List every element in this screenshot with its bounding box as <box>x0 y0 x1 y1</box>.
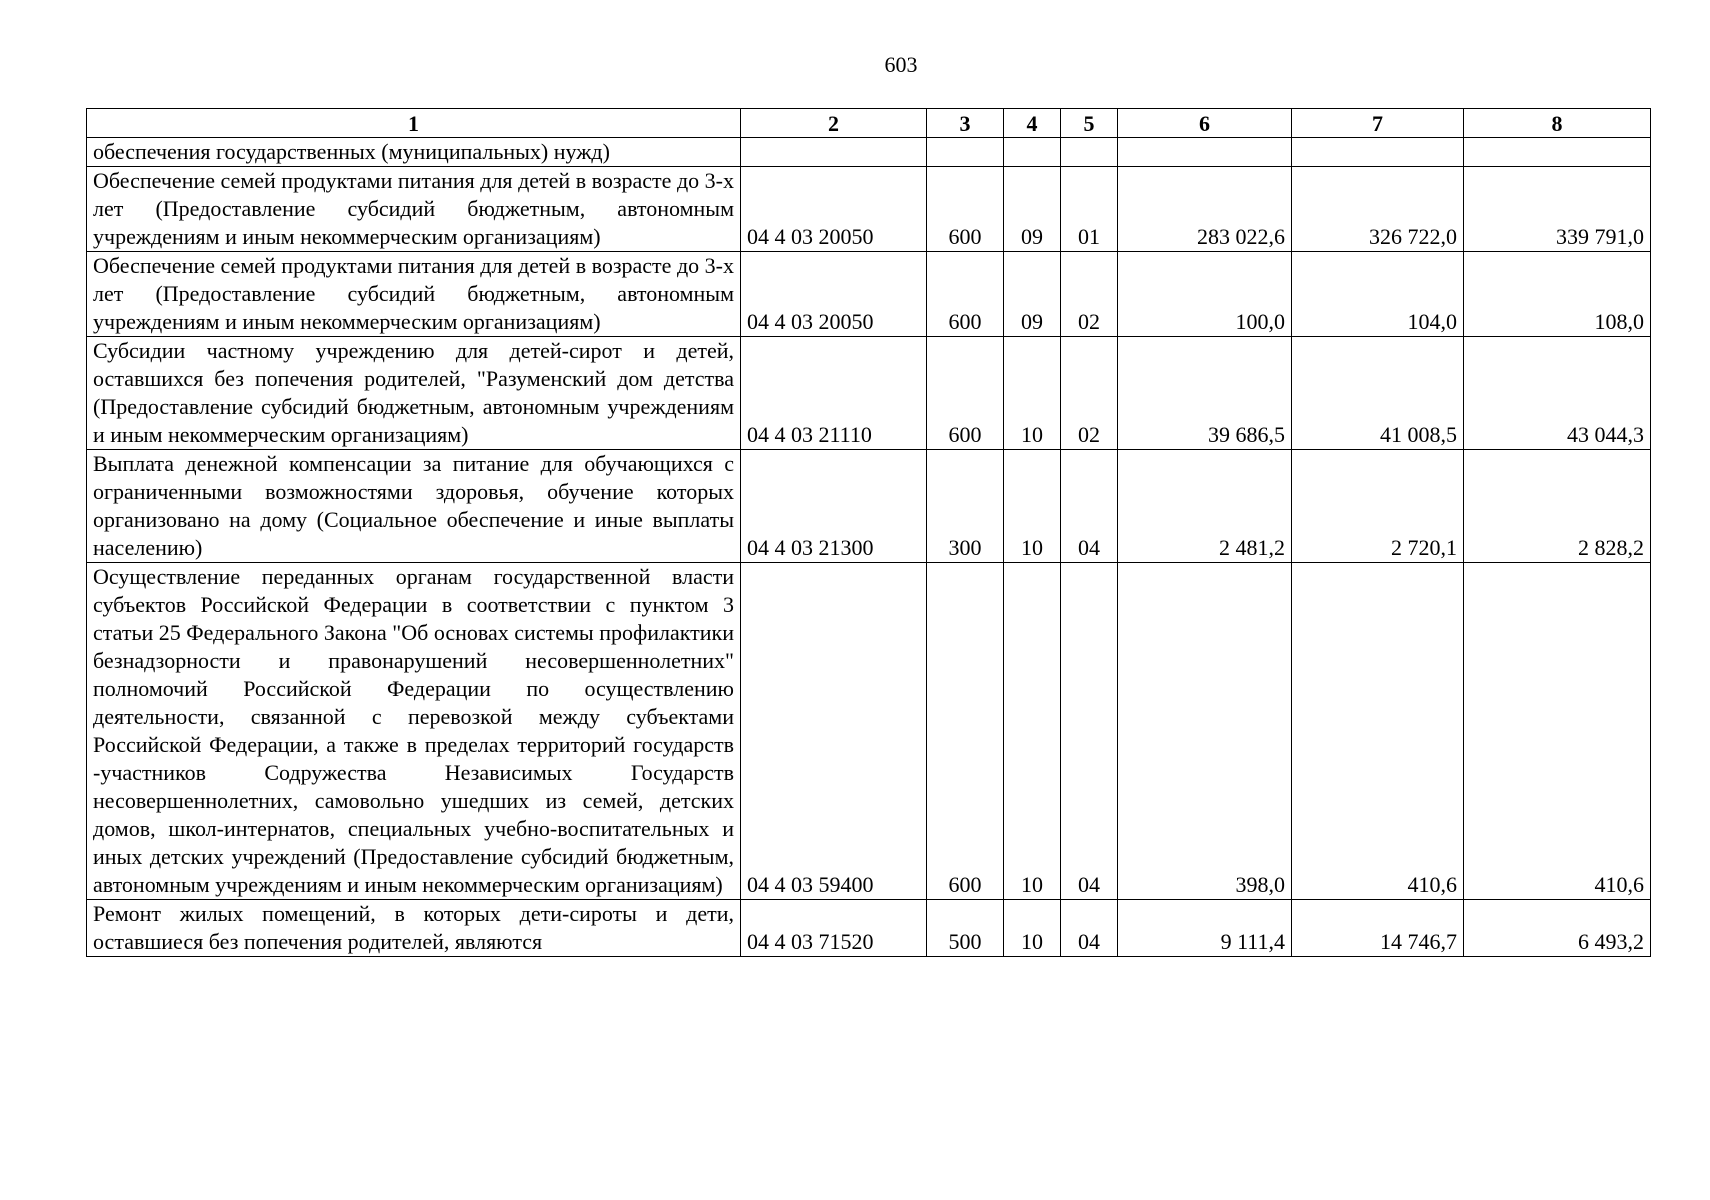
target-code: 04 4 03 20050 <box>741 252 927 337</box>
row-description: Обеспечение семей продуктами питания для детей в возрасте до 3-х лет (Предоставление субсидий бюджетным, автономным учреждениям и иным некоммерческим организациям) <box>87 167 741 252</box>
amount-col7: 410,6 <box>1292 563 1464 900</box>
target-code: 04 4 03 59400 <box>741 563 927 900</box>
subsection: 04 <box>1061 900 1118 957</box>
column-header: 7 <box>1292 109 1464 138</box>
expense-type: 600 <box>927 167 1004 252</box>
row-description: Ремонт жилых помещений, в которых дети-сироты и дети, оставшиеся без попечения родителей, являются <box>87 900 741 957</box>
table-row <box>87 900 1651 957</box>
column-header: 8 <box>1464 109 1651 138</box>
amount-col6: 9 111,4 <box>1118 900 1292 957</box>
expense-type: 500 <box>927 900 1004 957</box>
section: 09 <box>1004 167 1061 252</box>
page-number: 603 <box>884 52 918 77</box>
row-description: Осуществление переданных органам государственной власти субъектов Российской Федерации в соответствии с пунктом 3 статьи 25 Федерального Закона "Об основах системы профилактики безнадзорности и правонарушений несовершеннолетних" полномочий Российской Федерации по осуществлению деятельности, связанной с перевозкой между субъектами Российской Федерации, а также в пределах территорий государств -участников Содружества Независимых Государств несовершеннолетних, самовольно ушедших из семей, детских домов, школ-интернатов, специальных учебно-воспитательных и иных детских учреждений (Предоставление субсидий бюджетным, автономным учреждениям и иным некоммерческим организациям) <box>87 563 741 900</box>
amount-col8: 108,0 <box>1464 252 1651 337</box>
table-row <box>87 167 1651 252</box>
amount-col6: 2 481,2 <box>1118 450 1292 563</box>
subsection: 04 <box>1061 450 1118 563</box>
section: 09 <box>1004 252 1061 337</box>
section: 10 <box>1004 337 1061 450</box>
target-code: 04 4 03 21300 <box>741 450 927 563</box>
subsection: 02 <box>1061 252 1118 337</box>
column-header: 6 <box>1118 109 1292 138</box>
amount-col7: 14 746,7 <box>1292 900 1464 957</box>
table-row <box>87 450 1651 563</box>
row-description: Выплата денежной компенсации за питание для обучающихся с ограниченными возможностями здоровья, обучение которых организовано на дому (Социальное обеспечение и иные выплаты населению) <box>87 450 741 563</box>
amount-col7: 104,0 <box>1292 252 1464 337</box>
amount-col6: 283 022,6 <box>1118 167 1292 252</box>
expense-type: 300 <box>927 450 1004 563</box>
section: 10 <box>1004 563 1061 900</box>
amount-col8: 43 044,3 <box>1464 337 1651 450</box>
subsection: 02 <box>1061 337 1118 450</box>
section: 10 <box>1004 900 1061 957</box>
amount-col8: 6 493,2 <box>1464 900 1651 957</box>
amount-col6: 100,0 <box>1118 252 1292 337</box>
table-row <box>87 337 1651 450</box>
target-code: 04 4 03 21110 <box>741 337 927 450</box>
column-header: 2 <box>741 109 927 138</box>
expense-type: 600 <box>927 252 1004 337</box>
table-header-row <box>87 109 1651 138</box>
amount-col7: 41 008,5 <box>1292 337 1464 450</box>
amount-col7: 2 720,1 <box>1292 450 1464 563</box>
subsection: 01 <box>1061 167 1118 252</box>
amount-col6: 398,0 <box>1118 563 1292 900</box>
column-header: 5 <box>1061 109 1118 138</box>
row-description: Обеспечение семей продуктами питания для детей в возрасте до 3-х лет (Предоставление субсидий бюджетным, автономным учреждениям и иным некоммерческим организациям) <box>87 252 741 337</box>
expense-type: 600 <box>927 337 1004 450</box>
table-row <box>87 563 1651 900</box>
table-row-continuation <box>87 138 1651 167</box>
section: 10 <box>1004 450 1061 563</box>
amount-col8: 2 828,2 <box>1464 450 1651 563</box>
continuation-text: обеспечения государственных (муниципальных) нужд) <box>87 138 741 167</box>
amount-col8: 339 791,0 <box>1464 167 1651 252</box>
column-header: 3 <box>927 109 1004 138</box>
target-code: 04 4 03 20050 <box>741 167 927 252</box>
row-description: Субсидии частному учреждению для детей-сирот и детей, оставшихся без попечения родителей, "Разуменский дом детства (Предоставление субсидий бюджетным, автономным учреждениям и иным некоммерческим организациям) <box>87 337 741 450</box>
column-header: 4 <box>1004 109 1061 138</box>
budget-table <box>86 108 1651 957</box>
amount-col7: 326 722,0 <box>1292 167 1464 252</box>
subsection: 04 <box>1061 563 1118 900</box>
target-code: 04 4 03 71520 <box>741 900 927 957</box>
expense-type: 600 <box>927 563 1004 900</box>
column-header: 1 <box>87 109 741 138</box>
amount-col8: 410,6 <box>1464 563 1651 900</box>
table-row <box>87 252 1651 337</box>
amount-col6: 39 686,5 <box>1118 337 1292 450</box>
